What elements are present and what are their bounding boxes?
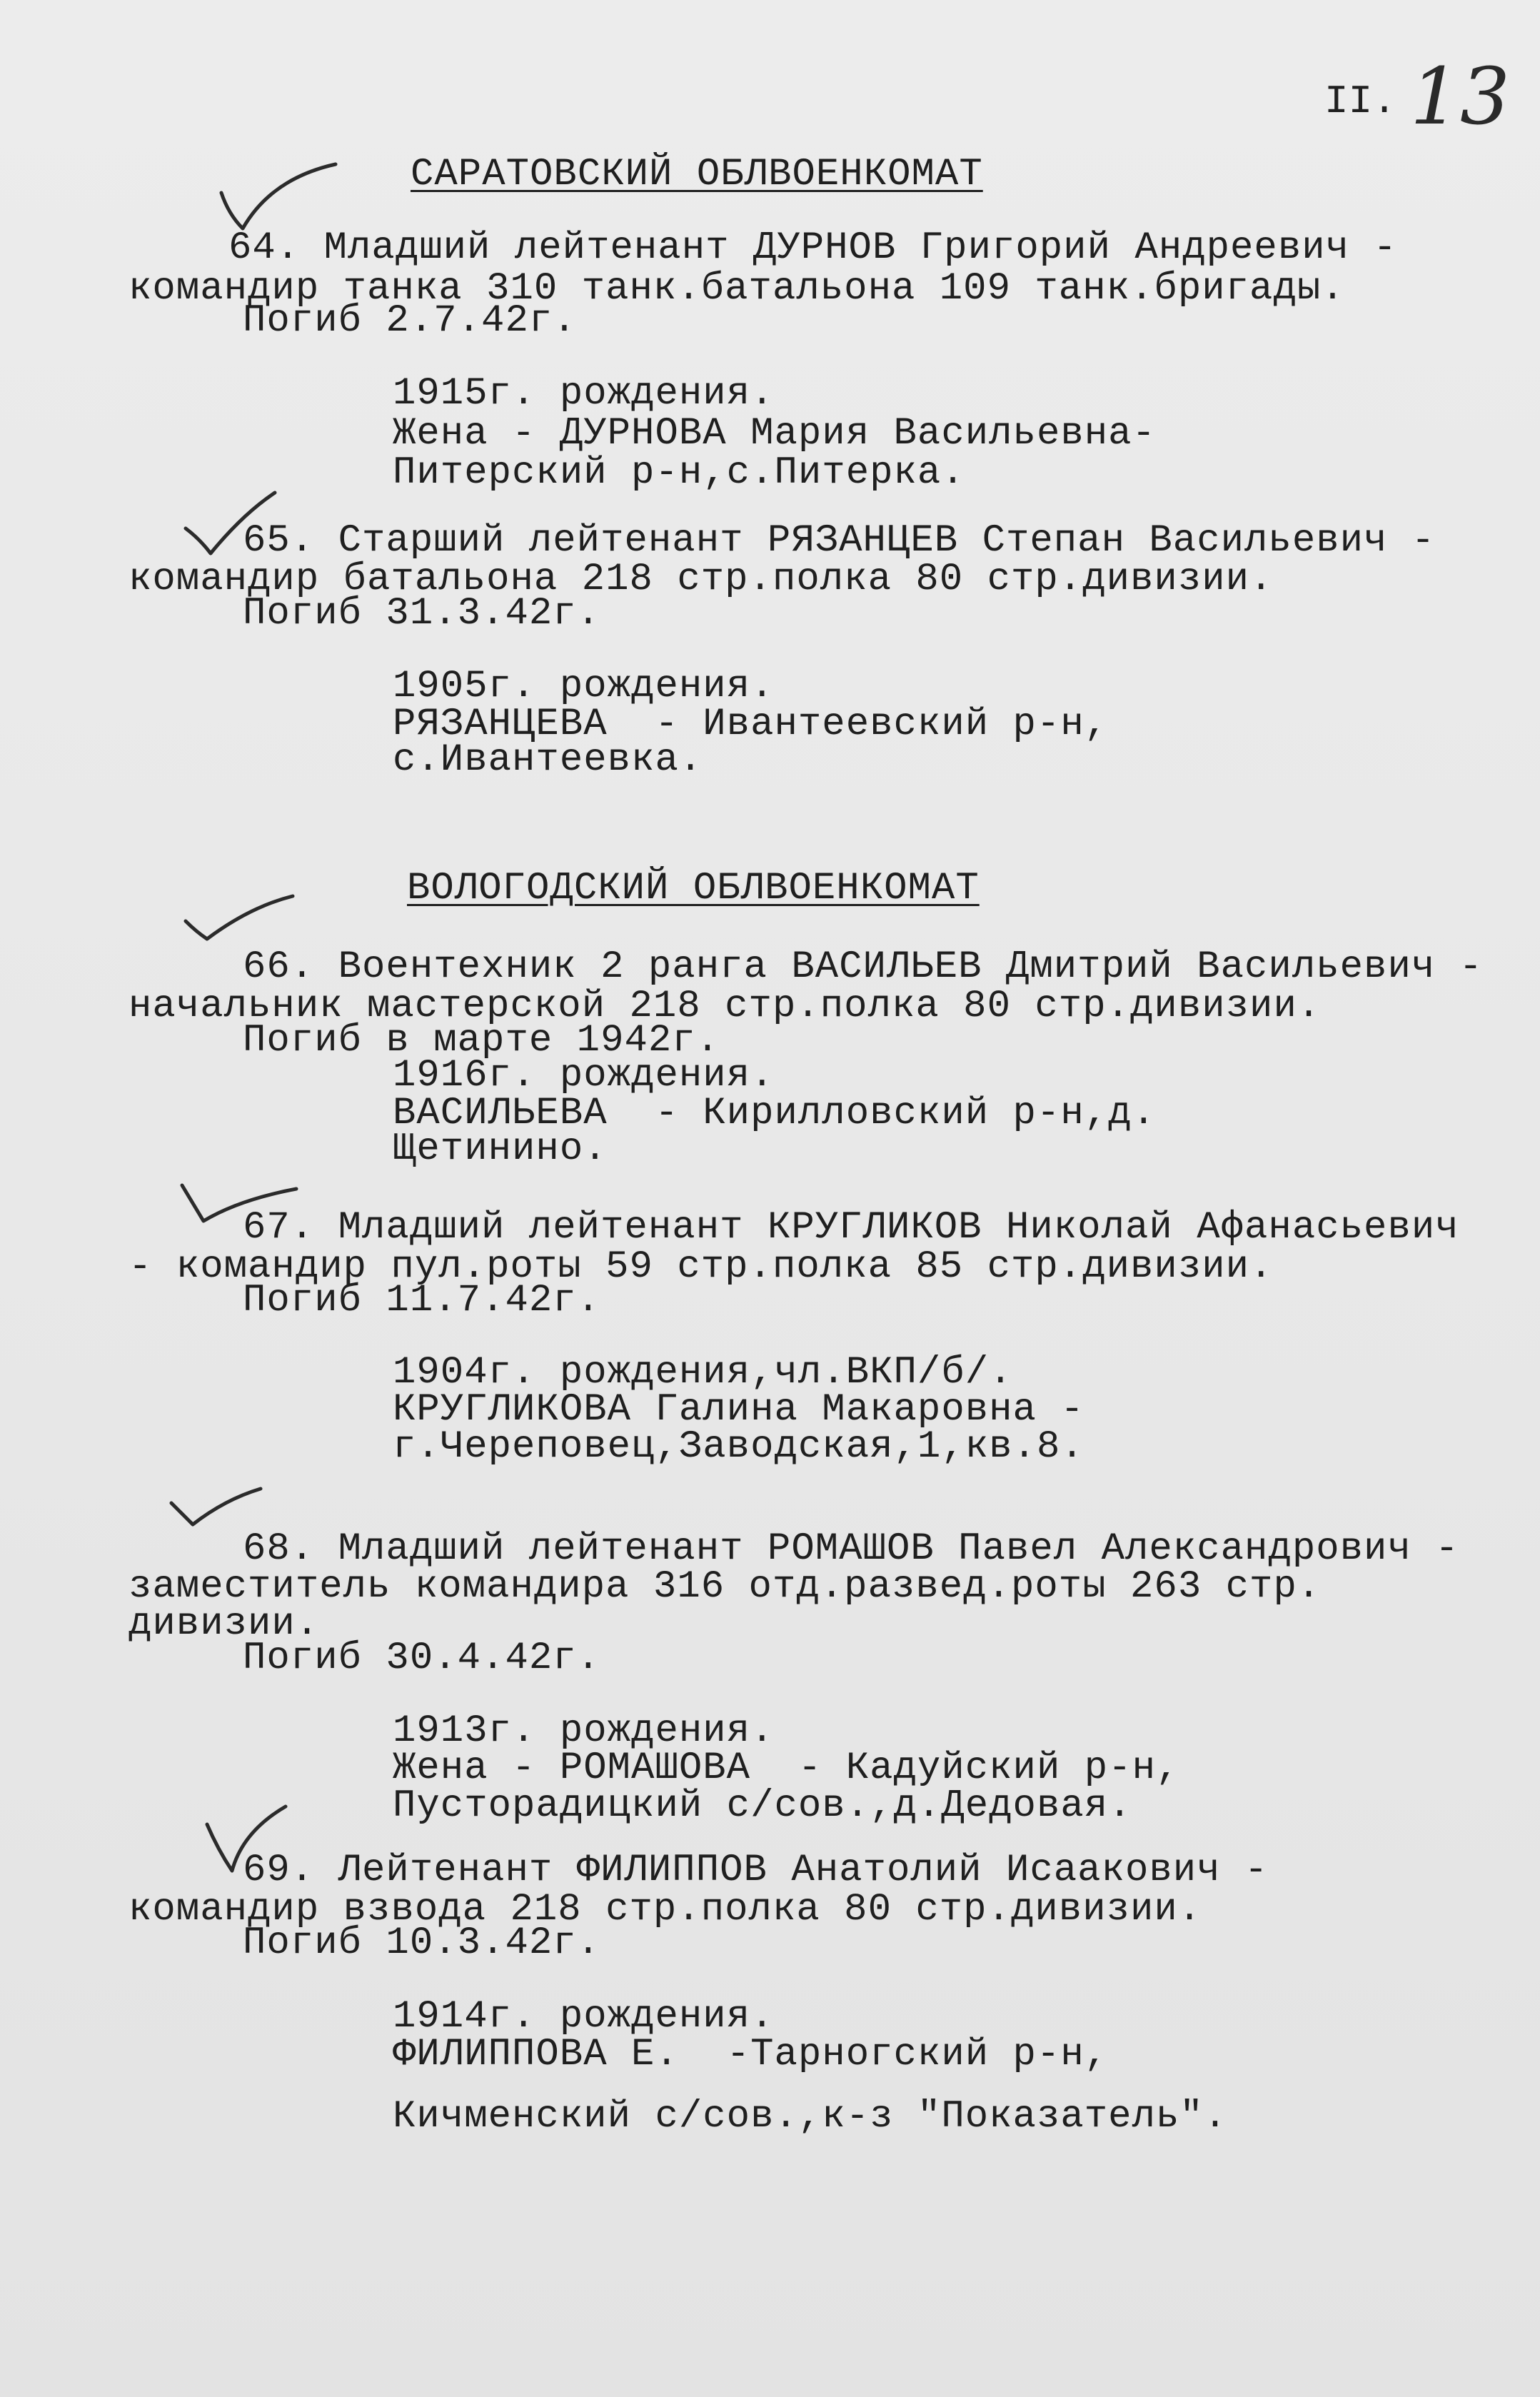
entry-64-line-3: Погиб 2.7.42г.: [243, 299, 577, 343]
entry-67-line-2: - командир пул.роты 59 стр.полка 85 стр.дивизии.: [129, 1245, 1274, 1289]
entry-69-line-6: Кичменский с/сов.,к-з "Показатель".: [393, 2095, 1228, 2139]
entry-67-line-4: 1904г. рождения,чл.ВКП/б/.: [393, 1351, 1013, 1395]
section-header-saratov: САРАТОВСКИЙ ОБЛВОЕНКОМАТ: [411, 153, 983, 196]
entry-66-line-3: Погиб в марте 1942г.: [243, 1019, 720, 1062]
entry-66-line-2: начальник мастерской 218 стр.полка 80 стр.дивизии.: [129, 985, 1322, 1028]
entry-67-line-1: 67. Младший лейтенант КРУГЛИКОВ Николай Афанасьевич: [243, 1206, 1459, 1250]
entry-66-line-5: ВАСИЛЬЕВА - Кирилловский р-н,д.: [393, 1092, 1156, 1135]
entry-66-line-4: 1916г. рождения.: [393, 1054, 775, 1097]
section-header-vologda: ВОЛОГОДСКИЙ ОБЛВОЕНКОМАТ: [407, 867, 980, 910]
entry-69-line-2: командир взвода 218 стр.полка 80 стр.дивизии.: [129, 1888, 1202, 1931]
entry-68-line-3: дивизии.: [129, 1602, 320, 1646]
entry-69-line-1: 69. Лейтенант ФИЛИППОВ Анатолий Исаакович -: [243, 1849, 1269, 1892]
entry-67-line-6: г.Череповец,Заводская,1,кв.8.: [393, 1425, 1084, 1469]
entry-69-line-5: ФИЛИППОВА Е. -Тарногский р-н,: [393, 2033, 1109, 2076]
checkmark-icon: [200, 157, 357, 236]
entry-66-line-6: Щетинино.: [393, 1127, 608, 1171]
entry-64-line-5: Жена - ДУРНОВА Мария Васильевна-: [393, 412, 1156, 456]
entry-65-line-3: Погиб 31.3.42г.: [243, 592, 601, 635]
entry-65-line-1: 65. Старший лейтенант РЯЗАНЦЕВ Степан Васильевич -: [243, 519, 1436, 563]
entry-68-line-2: заместитель командира 316 отд.развед.роты 263 стр.: [129, 1565, 1322, 1609]
handwritten-page-number: 13: [1410, 51, 1510, 142]
entry-68-line-7: Пусторадицкий с/сов.,д.Дедовая.: [393, 1784, 1132, 1828]
entry-65-line-6: с.Ивантеевка.: [393, 738, 703, 782]
page-number: II.: [1324, 79, 1396, 124]
entry-65-line-2: командир батальона 218 стр.полка 80 стр.дивизии.: [129, 558, 1274, 601]
entry-64-line-6: Питерский р-н,с.Питерка.: [393, 451, 965, 495]
entry-64-line-4: 1915г. рождения.: [393, 372, 775, 416]
entry-67-line-3: Погиб 11.7.42г.: [243, 1279, 601, 1322]
entry-68-line-4: Погиб 30.4.42г.: [243, 1637, 601, 1680]
entry-67-line-5: КРУГЛИКОВА Галина Макаровна -: [393, 1388, 1084, 1432]
entry-68-line-6: Жена - РОМАШОВА - Кадуйский р-н,: [393, 1747, 1180, 1790]
entry-68-line-5: 1913г. рождения.: [393, 1709, 775, 1753]
entry-66-line-1: 66. Воентехник 2 ранга ВАСИЛЬЕВ Дмитрий Васильевич -: [243, 945, 1484, 989]
entry-64-line-1: 64. Младший лейтенант ДУРНОВ Григорий Андреевич -: [228, 226, 1397, 270]
entry-69-line-4: 1914г. рождения.: [393, 1995, 775, 2039]
entry-65-line-4: 1905г. рождения.: [393, 665, 775, 708]
entry-69-line-3: Погиб 10.3.42г.: [243, 1921, 601, 1965]
entry-68-line-1: 68. Младший лейтенант РОМАШОВ Павел Александрович -: [243, 1527, 1459, 1571]
entry-64-line-2: командир танка 310 танк.батальона 109 танк.бригады.: [129, 267, 1345, 311]
entry-65-line-5: РЯЗАНЦЕВА - Ивантеевский р-н,: [393, 703, 1109, 746]
